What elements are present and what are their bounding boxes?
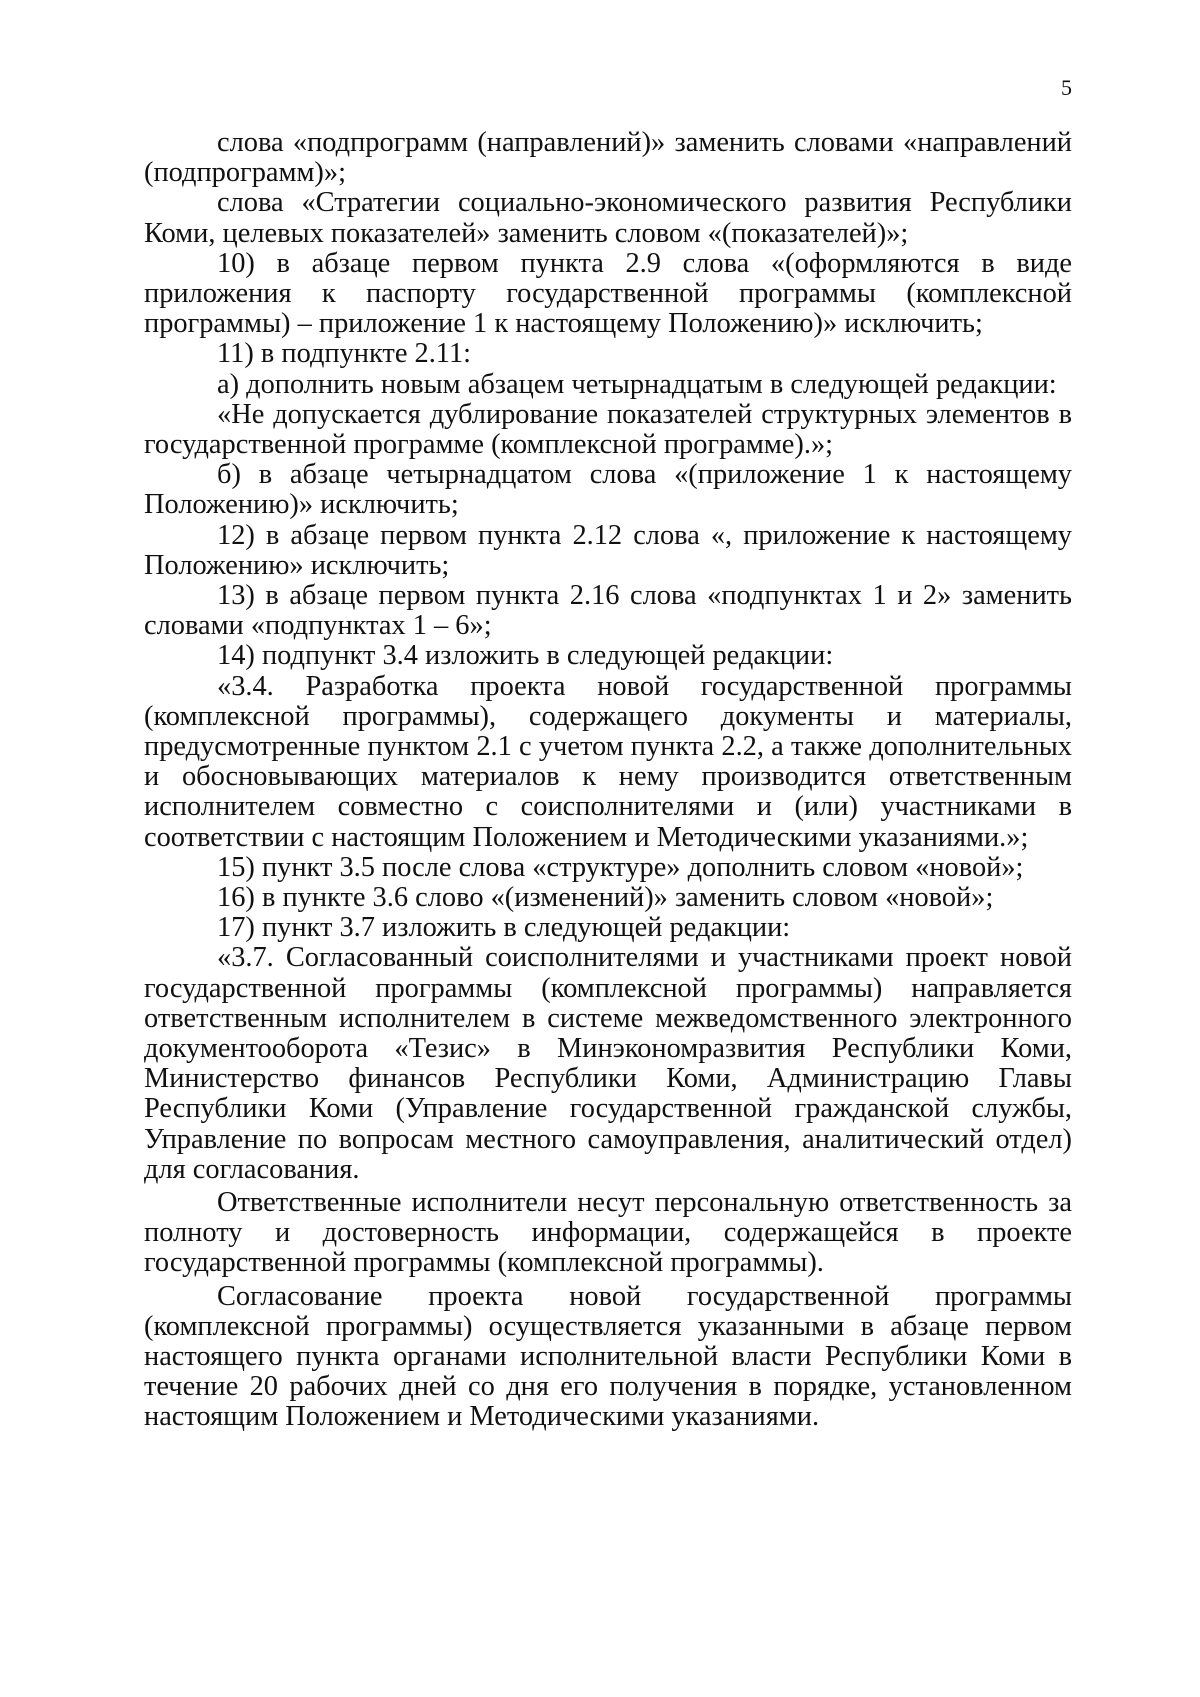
text-line: настоящего пункта органами исполнительной власти Республики Коми в [144,1341,1072,1372]
text-line: и обосновывающих материалов к нему производится ответственным [144,761,1072,792]
text-line: Ответственные исполнители несут персональную ответственность за [217,1187,1072,1218]
text-line: соответствии с настоящим Положением и Методическими указаниями.»; [144,822,1029,853]
text-line: документооборота «Тезис» в Минэкономразвития Республики Коми, [144,1033,1072,1064]
text-line: Положению» исключить; [144,550,450,581]
text-line: Республики Коми (Управление государственной гражданской службы, [144,1093,1072,1124]
text-line: приложения к паспорту государственной программы (комплексной [144,278,1072,309]
text-line: 12) в абзаце первом пункта 2.12 слова «, приложение к настоящему [217,520,1072,551]
text-line: «Не допускается дублирование показателей структурных элементов в [217,399,1072,430]
text-line: государственной программы (комплексной программы). [144,1247,824,1278]
text-line: Положению)» исключить; [144,489,459,520]
text-line: предусмотренные пунктом 2.1 с учетом пункта 2.2, а также дополнительных [144,731,1072,762]
text-line: для согласования. [144,1154,360,1185]
text-line: (комплексной программы), содержащего документы и материалы, [144,701,1072,732]
text-line: полноту и достоверность информации, содержащейся в проекте [144,1217,1072,1248]
text-line: 10) в абзаце первом пункта 2.9 слова «(оформляются в виде [217,248,1072,279]
text-line: государственной программе (комплексной программе).»; [144,429,834,460]
text-line: программы) – приложение 1 к настоящему Положению)» исключить; [144,308,983,339]
text-line: Коми, целевых показателей» заменить словом «(показателей)»; [144,218,909,249]
page-number: 5 [1061,75,1072,100]
text-line: государственной программы (комплексной программы) направляется [144,973,1072,1004]
text-line: 15) пункт 3.5 после слова «структуре» дополнить словом «новой»; [217,852,1024,883]
text-line: исполнителем совместно с соисполнителями и (или) участниками в [144,791,1072,822]
text-line: 13) в абзаце первом пункта 2.16 слова «подпунктах 1 и 2» заменить [217,580,1072,611]
text-line: слова «подпрограмм (направлений)» заменить словами «направлений [217,127,1072,158]
text-line: слова «Стратегии социально-экономического развития Республики [217,187,1072,218]
text-line: Министерство финансов Республики Коми, Администрацию Главы [144,1063,1072,1094]
text-line: 11) в подпункте 2.11: [217,338,472,369]
text-line: 14) подпункт 3.4 изложить в следующей редакции: [217,640,834,671]
text-line: Управление по вопросам местного самоуправления, аналитический отдел) [144,1124,1072,1155]
text-line: ответственным исполнителем в системе межведомственного электронного [144,1003,1072,1034]
text-line: «3.7. Согласованный соисполнителями и участниками проект новой [217,942,1072,973]
text-line: Согласование проекта новой государственной программы [217,1281,1072,1312]
text-line: (комплексной программы) осуществляется указанными в абзаце первом [144,1311,1072,1342]
text-line: 17) пункт 3.7 изложить в следующей редакции: [217,912,791,943]
text-line: а) дополнить новым абзацем четырнадцатым в следующей редакции: [217,369,1057,400]
text-line: 16) в пункте 3.6 слово «(изменений)» заменить словом «новой»; [217,882,994,913]
text-line: б) в абзаце четырнадцатом слова «(приложение 1 к настоящему [217,459,1072,490]
text-line: «3.4. Разработка проекта новой государственной программы [217,671,1072,702]
text-line: (подпрограмм)»; [144,157,346,188]
text-line: настоящим Положением и Методическими указаниями. [144,1401,820,1432]
text-line: словами «подпунктах 1 – 6»; [144,610,492,641]
text-line: течение 20 рабочих дней со дня его получения в порядке, установленном [144,1371,1072,1402]
